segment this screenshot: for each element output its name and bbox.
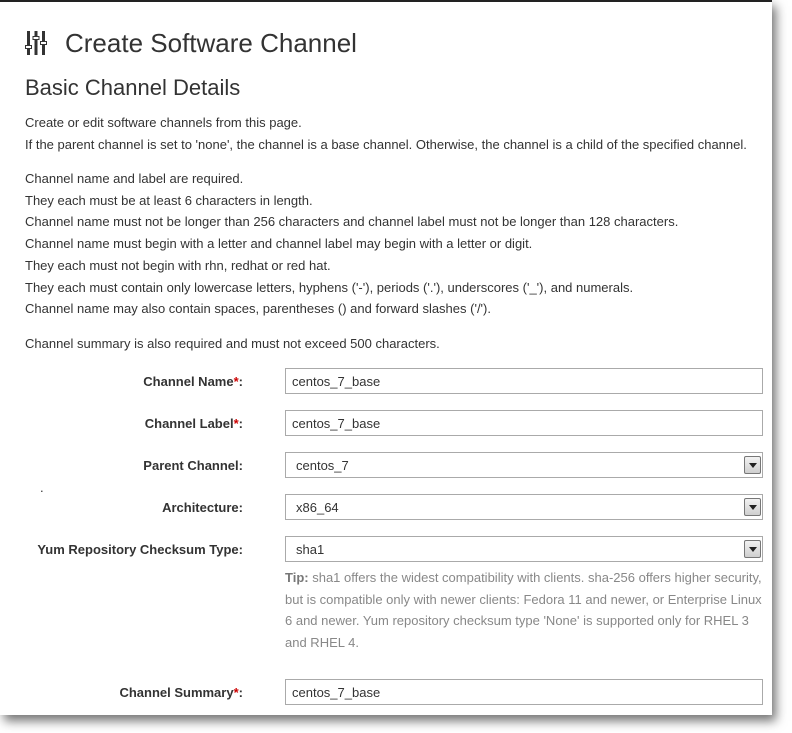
chevron-down-icon[interactable] [744,456,761,474]
architecture-select[interactable] [285,494,763,520]
intro-text [25,112,747,155]
checksum-type-select[interactable] [285,536,763,562]
rule-line: Channel name and label are required. [25,171,244,186]
page-title: Create Software Channel [65,27,357,58]
chevron-down-icon[interactable] [744,540,761,558]
channel-summary-label: Channel Summary*: [119,685,243,700]
architecture-value: x86_64 [296,499,339,515]
checksum-type-value: sha1 [296,541,325,557]
architecture-label: Architecture: [162,500,243,515]
channel-summary-row [25,679,772,707]
sliders-icon [25,30,47,56]
parent-channel-value: centos_7 [296,457,349,473]
required-marker: * [233,416,239,431]
intro-line: If the parent channel is set to 'none', the channel is a base channel. Otherwise, the channel is a child of the specified channel. [25,136,747,152]
channel-name-label: Channel Name*: [143,374,243,389]
parent-channel-select[interactable] [285,452,763,478]
channel-label-input[interactable]: centos_7_base [285,410,763,436]
rule-line: Channel name may also contain spaces, parentheses () and forward slashes ('/'). [25,301,491,317]
rule-line: They each must be at least 6 characters in length. [25,192,313,208]
channel-name-input[interactable]: centos_7_base [285,368,763,394]
intro-line: Create or edit software channels from this page. [25,115,302,130]
channel-summary-input[interactable]: centos_7_base [285,679,763,705]
channel-name-row [25,368,772,396]
required-marker: * [233,374,239,389]
channel-label-row [25,410,772,438]
tip-prefix: Tip: [285,570,309,585]
checksum-type-label: Yum Repository Checksum Type: [37,542,243,557]
rule-line: Channel name must not be longer than 256 characters and channel label must not be longer than 128 characters. [25,214,679,230]
checksum-tip [285,567,765,653]
stray-mark: . [40,480,44,495]
required-marker: * [233,685,239,700]
tip-text: sha1 offers the widest compatibility with clients. sha-256 offers higher security, but is compatible only with newer clients: Fedora 11 and newer, or Enterprise Linux 6 and newer. Yum repository checksum type 'None' is supported only for RHEL 3 and RHEL 4. [285,570,762,650]
page-header [25,26,357,60]
rules-text [25,168,678,320]
channel-label-label: Channel Label*: [144,416,243,431]
section-title: Basic Channel Details [25,75,241,100]
chevron-down-icon[interactable] [744,498,761,516]
parent-channel-row [25,452,772,480]
rule-line: They each must not begin with rhn, redhat or red hat. [25,257,331,273]
architecture-row [25,494,772,522]
rule-line: Channel name must begin with a letter and channel label may begin with a letter or digit. [25,236,533,252]
checksum-type-row [25,536,772,564]
parent-channel-label: Parent Channel: [143,458,243,473]
rule-line: They each must contain only lowercase letters, hyphens ('-'), periods ('.'), underscores ('_'), and numerals. [25,279,634,295]
summary-note: Channel summary is also required and must not exceed 500 characters. [25,336,440,351]
